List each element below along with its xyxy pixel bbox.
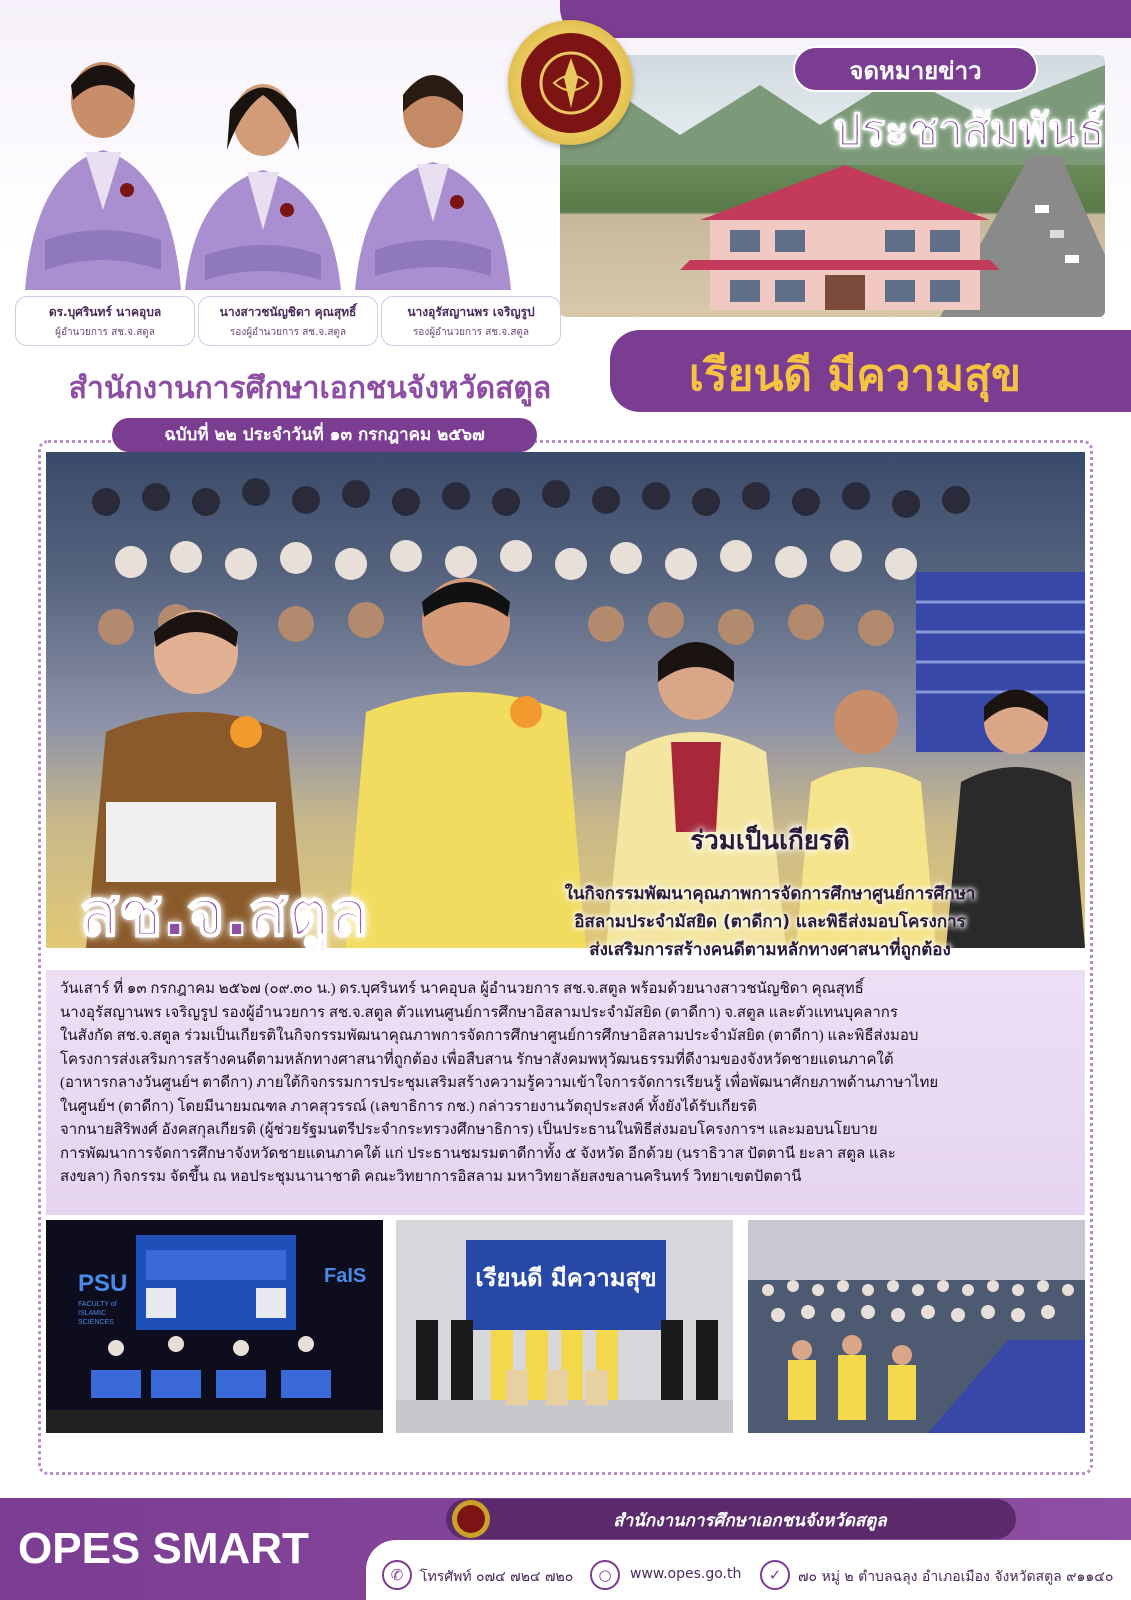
portrait-deputy-1: [175, 40, 350, 290]
footer-website: www.opes.go.th: [630, 1566, 742, 1582]
footer-seal-logo: [452, 1500, 490, 1538]
thumb-group-photo: [396, 1220, 733, 1433]
body-line: ในศูนย์ฯ (ตาดีกา) โดยมีนายมณฑล ภาคสุวรรณ์ (เลขาธิการ กช.) กล่าวรายงานวัตถุประสงค์ ทั้งยังได้รับเกียรติ: [60, 1098, 758, 1115]
caption-deputy-1: [198, 296, 378, 346]
fais-logo: FaIS: [324, 1265, 367, 1287]
subhead-line: ในกิจกรรมพัฒนาคุณภาพการจัดการศึกษาศูนย์การศึกษา: [564, 884, 976, 904]
caption-director: [15, 296, 195, 346]
deputy-2-role: รองผู้อำนวยการ สช.จ.สตูล: [412, 327, 530, 338]
article-subheadline: [470, 880, 1070, 964]
portrait-director: [15, 40, 190, 290]
footer-brand: OPES SMART: [18, 1524, 309, 1573]
article-headline: ร่วมเป็นเกียรติ: [690, 826, 850, 856]
office-title: สำนักงานการศึกษาเอกชนจังหวัดสตูล: [68, 371, 552, 406]
article-body: [60, 978, 1071, 1190]
thumb-banner-slogan: เรียนดี มีความสุข: [475, 1264, 657, 1292]
newsletter-label: จดหมายข่าว: [793, 46, 1038, 92]
thumb-stage-ceremony: [46, 1220, 383, 1433]
newsletter-title: ประชาสัมพันธ์: [833, 105, 1105, 156]
location-pin-icon: ✓: [760, 1560, 790, 1590]
org-short-logo: สช.จ.สตูล: [80, 877, 369, 951]
opes-seal-logo: [508, 20, 633, 145]
deputy-2-name: นางอุรัสญานพร เจริญรูป: [407, 305, 535, 319]
header-accent-strip: [560, 0, 1131, 38]
psu-logo: PSU: [78, 1270, 128, 1297]
body-line: จากนายสิริพงศ์ อังคสกุลเกียรติ (ผู้ช่วยรัฐมนตรีประจำกระทรวงศึกษาธิการ) เป็นประธานในพิธีส่งมอบโครงการฯ และมอบนโยบาย: [60, 1122, 878, 1138]
subhead-line: ส่งเสริมการสร้างคนดีตามหลักทางศาสนาที่ถูกต้อง: [589, 940, 951, 960]
slogan: เรียนดี มีความสุข: [688, 350, 1022, 401]
deputy-1-role: รองผู้อำนวยการ สช.จ.สตูล: [229, 327, 347, 338]
psu-logo-sub: FACULTY of ISLAMIC SCIENCES: [78, 1301, 117, 1326]
body-line: นางอุรัสญานพร เจริญรูป รองผู้อำนวยการ สช.จ.สตูล ตัวแทนศูนย์การศึกษาอิสลามประจำมัสยิด (ตาดีกา) จ.สตูล และตัวแทนบุคลากร: [60, 1004, 898, 1021]
director-name: ดร.บุศรินทร์ นาคอุบล: [48, 305, 162, 319]
thumb-audience: [748, 1220, 1085, 1433]
body-line: (อาหารกลางวันศูนย์ฯ ตาดีกา) ภายใต้กิจกรรมการประชุมเสริมสร้างความรู้ความเข้าใจการจัดการเรียนรู้ เพื่อพัฒนาศักยภาพด้านภาษาไทย: [60, 1075, 939, 1091]
footer-office-name: สำนักงานการศึกษาเอกชนจังหวัดสตูล: [613, 1511, 887, 1531]
issue-date: ฉบับที่ ๒๒ ประจำวันที่ ๑๓ กรกฎาคม ๒๕๖๗: [112, 418, 537, 452]
phone-icon: ✆: [382, 1560, 412, 1590]
body-line: วันเสาร์ ที่ ๑๓ กรกฎาคม ๒๕๖๗ (๐๙.๓๐ น.) ดร.บุศรินทร์ นาคอุบล ผู้อำนวยการ สช.จ.สตูล พร้อมด้วยนางสาวชนัญชิดา คุณสุทธิ์: [60, 981, 864, 997]
caption-deputy-2: [381, 296, 561, 346]
body-line: การพัฒนาการจัดการศึกษาจังหวัดชายแดนภาคใต้ แก่ ประธานชมรมตาดีกาทั้ง ๕ จังหวัด อีกด้วย (นราธิวาส ปัตตานี ยะลา สตูล และ: [60, 1145, 896, 1162]
subhead-line: อิสลามประจำมัสยิด (ตาดีกา) และพิธีส่งมอบโครงการ: [574, 912, 966, 932]
globe-icon: ○: [590, 1560, 620, 1590]
portrait-deputy-2: [345, 40, 520, 290]
footer-phone: โทรศัพท์ ๐๗๔ ๗๒๔ ๗๒๐: [420, 1569, 574, 1585]
body-line: โครงการส่งเสริมการสร้างคนดีตามหลักทางศาสนาที่ถูกต้อง เพื่อสืบสาน รักษาสังคมพหุวัฒนธรรมที่ดีงามของจังหวัดชายแดนภาคใต้: [60, 1051, 894, 1068]
body-line: สงขลา) กิจกรรม จัดขึ้น ณ หอประชุมนานาชาติ คณะวิทยาการอิสลาม มหาวิทยาลัยสงขลานครินทร์ วิทยาเขตปัตตานี: [60, 1169, 802, 1185]
deputy-1-name: นางสาวชนัญชิดา คุณสุทธิ์: [219, 305, 357, 319]
director-role: ผู้อำนวยการ สช.จ.สตูล: [55, 327, 155, 338]
body-line: ในสังกัด สช.จ.สตูล ร่วมเป็นเกียรติในกิจกรรมพัฒนาคุณภาพการจัดการศึกษาศูนย์การศึกษาอิสลามประจำมัสยิด (ตาดีกา) และพิธีส่งมอบ: [60, 1028, 919, 1044]
footer-address: ๗๐ หมู่ ๒ ตำบลฉลุง อำเภอเมือง จังหวัดสตูล ๙๑๑๔๐: [798, 1569, 1114, 1585]
article-body-panel: [46, 970, 1085, 1215]
